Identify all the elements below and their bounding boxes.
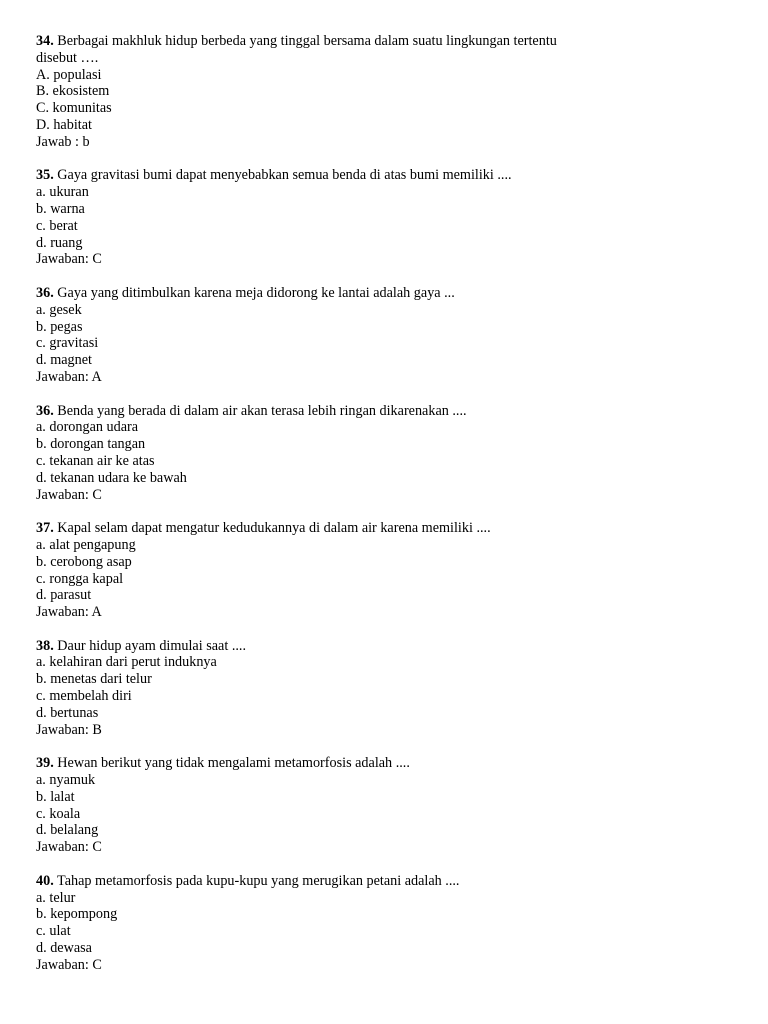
option-b: b. cerobong asap xyxy=(36,553,132,570)
option-d: d. tekanan udara ke bawah xyxy=(36,469,187,486)
question-text: Hewan berikut yang tidak mengalami metamorfosis adalah .... xyxy=(57,755,410,772)
option-a: a. alat pengapung xyxy=(36,536,136,553)
question-line xyxy=(36,520,736,537)
question-block xyxy=(36,638,736,739)
question-number: 34. xyxy=(36,33,54,49)
question-line xyxy=(36,638,736,655)
question-block xyxy=(36,755,736,856)
answer-line: Jawab : b xyxy=(36,133,90,150)
option-c: C. komunitas xyxy=(36,100,112,117)
question-block xyxy=(36,873,736,974)
answer-line: Jawaban: A xyxy=(36,604,102,621)
question-text-continued: disebut …. xyxy=(36,49,99,66)
question-text: Daur hidup ayam dimulai saat .... xyxy=(57,637,247,654)
question-block xyxy=(36,285,736,386)
question-block xyxy=(36,403,736,504)
option-d: d. belalang xyxy=(36,822,99,839)
question-number: 35. xyxy=(36,167,54,184)
option-c: c. rongga kapal xyxy=(36,570,124,587)
option-b: b. warna xyxy=(36,200,85,217)
option-b: b. kepompong xyxy=(36,906,118,923)
option-c: c. membelah diri xyxy=(36,688,132,705)
document-body xyxy=(36,33,736,990)
question-text: Gaya yang ditimbulkan karena meja didorong ke lantai adalah gaya ... xyxy=(57,284,455,301)
question-number: 40. xyxy=(36,872,54,889)
answer-line: Jawaban: C xyxy=(36,486,102,503)
option-c: c. koala xyxy=(36,805,81,822)
answer-line: Jawaban: C xyxy=(36,956,102,973)
option-b: b. pegas xyxy=(36,318,83,335)
question-block xyxy=(36,33,736,151)
option-c: c. tekanan air ke atas xyxy=(36,452,155,469)
answer-line: Jawaban: C xyxy=(36,251,102,268)
question-number: 38. xyxy=(36,637,54,654)
question-line xyxy=(36,33,736,50)
option-a: A. populasi xyxy=(36,66,102,83)
question-text: Benda yang berada di dalam air akan terasa lebih ringan dikarenakan .... xyxy=(57,402,467,419)
question-number: 36. xyxy=(36,402,54,419)
question-line xyxy=(36,873,736,890)
option-d: d. ruang xyxy=(36,234,83,251)
option-b: B. ekosistem xyxy=(36,83,110,100)
answer-line: Jawaban: C xyxy=(36,839,102,856)
option-c: c. ulat xyxy=(36,923,71,940)
option-d: d. bertunas xyxy=(36,704,99,721)
question-number: 37. xyxy=(36,520,54,537)
option-a: a. dorongan udara xyxy=(36,419,139,436)
question-number: 39. xyxy=(36,755,54,772)
option-a: a. nyamuk xyxy=(36,772,96,789)
option-c: c. berat xyxy=(36,217,78,234)
question-line xyxy=(36,167,736,184)
question-block xyxy=(36,520,736,621)
question-block xyxy=(36,167,736,268)
question-line xyxy=(36,285,736,302)
option-a: a. kelahiran dari perut induknya xyxy=(36,654,217,671)
question-text: Tahap metamorfosis pada kupu-kupu yang merugikan petani adalah .... xyxy=(57,872,460,889)
option-d: D. habitat xyxy=(36,116,92,133)
answer-line: Jawaban: A xyxy=(36,368,102,385)
question-line xyxy=(36,403,736,420)
option-d: d. dewasa xyxy=(36,940,92,957)
option-a: a. ukuran xyxy=(36,184,89,201)
question-text: Kapal selam dapat mengatur kedudukannya di dalam air karena memiliki .... xyxy=(57,520,491,537)
option-a: a. telur xyxy=(36,889,76,906)
question-text: Berbagai makhluk hidup berbeda yang tinggal bersama dalam suatu lingkungan tertentu xyxy=(57,33,557,49)
question-number: 36. xyxy=(36,284,54,301)
option-b: b. lalat xyxy=(36,788,75,805)
option-c: c. gravitasi xyxy=(36,335,99,352)
answer-line: Jawaban: B xyxy=(36,721,102,738)
option-d: d. parasut xyxy=(36,587,92,604)
option-d: d. magnet xyxy=(36,352,92,369)
question-line xyxy=(36,755,736,772)
question-text: Gaya gravitasi bumi dapat menyebabkan semua benda di atas bumi memiliki .... xyxy=(57,167,512,184)
option-a: a. gesek xyxy=(36,301,82,318)
option-b: b. dorongan tangan xyxy=(36,436,146,453)
option-b: b. menetas dari telur xyxy=(36,671,152,688)
